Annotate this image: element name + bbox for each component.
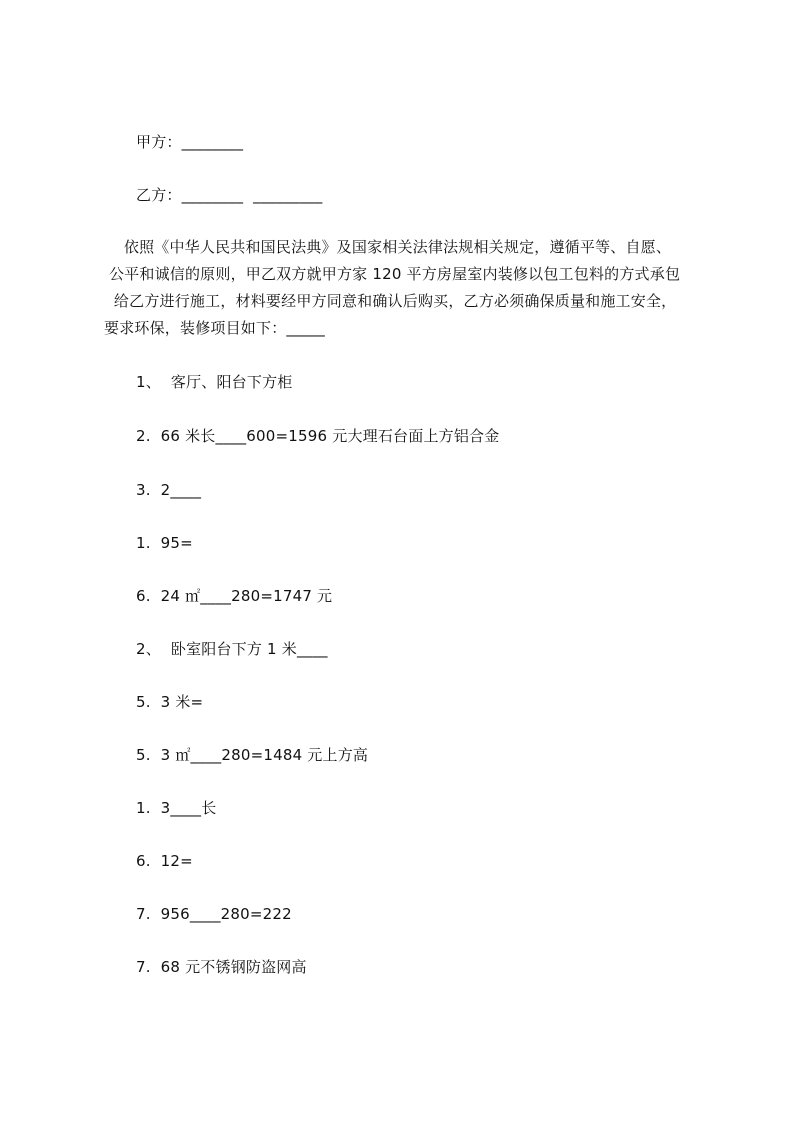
intro-paragraph	[104, 237, 719, 357]
list-item: 6. 12=	[136, 852, 193, 870]
list-item: 1. 95=	[136, 534, 193, 552]
list-item: 5. 3 ㎡____280=1484 元上方高	[136, 746, 369, 764]
party-a-line: 甲方：________	[136, 133, 244, 151]
list-item: 2、 卧室阳台下方 1 米____	[136, 640, 328, 658]
intro-line-4: 要求环保，装修项目如下：_____	[104, 319, 325, 337]
list-item: 7. 68 元不锈钢防盗网高	[136, 958, 307, 976]
intro-line-2: 公平和诚信的原则，甲乙双方就甲方家 120 平方房屋室内装修以包工包料的方式承包	[104, 265, 681, 283]
intro-line-3: 给乙方进行施工，材料要经甲方同意和确认后购买，乙方必须确保质量和施工安全，	[104, 292, 677, 310]
list-item: 1、 客厅、阳台下方柜	[136, 373, 293, 391]
party-b-line: 乙方：________ _________	[136, 186, 323, 204]
list-item: 7. 956____280=222	[136, 905, 292, 923]
intro-line-1: 依照《中华人民共和国民法典》及国家相关法律法规相关规定，遵循平等、自愿、	[104, 238, 672, 256]
list-item: 1. 3____长	[136, 799, 217, 817]
list-item: 2. 66 米长____600=1596 元大理石台面上方铝合金	[136, 427, 500, 445]
list-item: 3. 2____	[136, 481, 202, 499]
list-item: 5. 3 米=	[136, 693, 204, 711]
list-item: 6. 24 ㎡____280=1747 元	[136, 587, 333, 605]
